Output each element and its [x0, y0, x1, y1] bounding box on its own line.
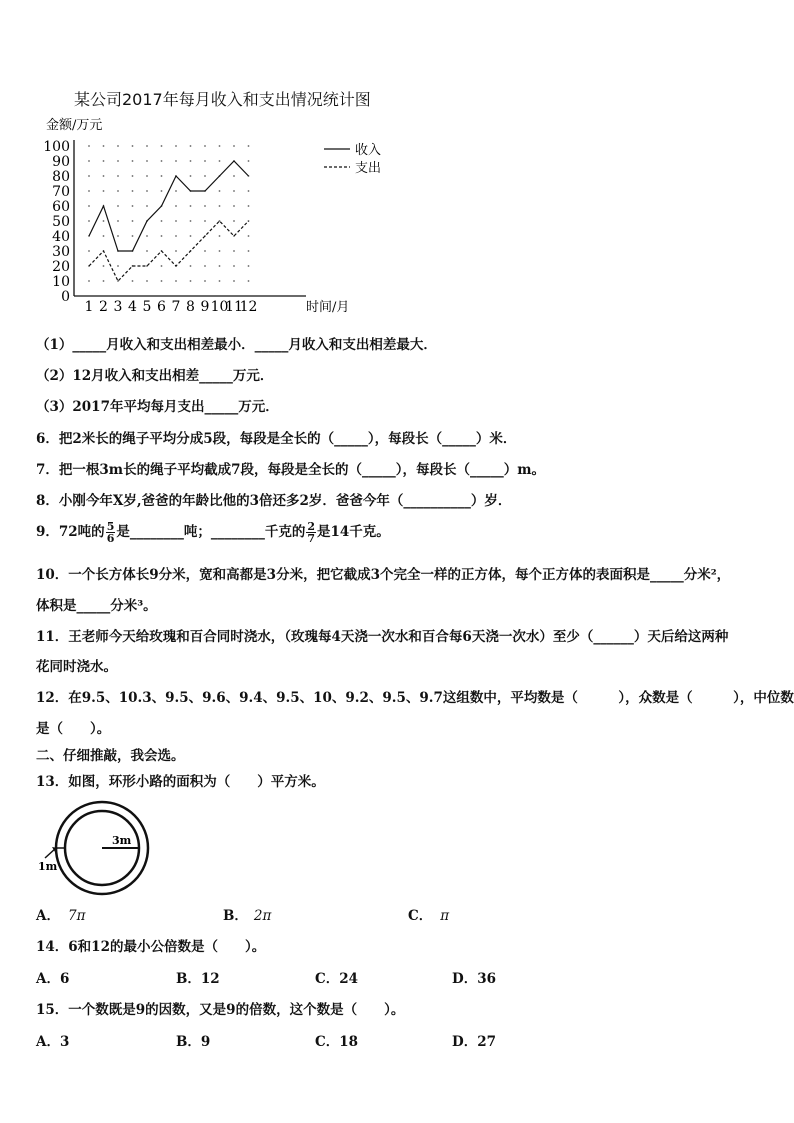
q13-option-c: C． π [408, 908, 450, 924]
grid-dot [117, 145, 119, 147]
q15-option-b: B．9 [176, 1034, 211, 1050]
q13-option-a: A． 7π [36, 908, 86, 924]
grid-dot [88, 145, 90, 147]
grid-dot [233, 205, 235, 207]
grid-dot [146, 175, 148, 177]
grid-dot [219, 160, 221, 162]
grid-dot [88, 175, 90, 177]
grid-dot [117, 235, 119, 237]
x-tick-label: 9 [200, 299, 210, 315]
grid-dot [190, 265, 192, 267]
grid-dot [233, 220, 235, 222]
x-tick-label: 5 [142, 299, 152, 315]
y-tick-label: 30 [52, 244, 70, 260]
x-tick-label: 8 [186, 299, 195, 315]
grid-dot [204, 280, 206, 282]
question-12-line2: 是（ ）。 [36, 721, 111, 737]
grid-dot [219, 265, 221, 267]
q9-frac1-den: 6 [106, 532, 115, 545]
question-10-line2: 体积是_____分米³。 [36, 598, 157, 614]
grid-dot [103, 265, 105, 267]
legend-expense: 支出 [355, 161, 382, 176]
grid-dot [190, 145, 192, 147]
y-tick-label: 70 [52, 184, 70, 200]
y-tick-labels [43, 139, 70, 305]
grid-dot [161, 175, 163, 177]
x-axis-label: 时间/月 [306, 300, 350, 315]
grid-dot [190, 235, 192, 237]
question-9 [36, 520, 390, 544]
section-2-heading: 二、仔细推敲，我会选。 [36, 748, 185, 764]
ring-radius-label: 3m [112, 834, 132, 847]
grid-dot [103, 160, 105, 162]
x-tick-label: 6 [157, 299, 166, 315]
q14-option-d: D．36 [452, 971, 496, 987]
series-expense-line [89, 221, 249, 281]
x-tick-label: 7 [171, 299, 181, 315]
grid-dot [88, 250, 90, 252]
grid-dot [248, 160, 250, 162]
grid-dot [248, 250, 250, 252]
x-tick-label: 10 [210, 299, 229, 315]
grid-dot [233, 250, 235, 252]
grid-dot [219, 145, 221, 147]
grid-dot [88, 280, 90, 282]
chart-grid [88, 145, 249, 282]
question-14: 14．6和12的最小公倍数是（ ）。 [36, 939, 266, 955]
question-11-line2: 花同时浇水。 [36, 659, 117, 675]
grid-dot [132, 235, 134, 237]
grid-dot [146, 145, 148, 147]
grid-dot [248, 235, 250, 237]
grid-dot [161, 235, 163, 237]
q9-text-b: 是________吨；________千克的 [116, 524, 306, 540]
grid-dot [219, 190, 221, 192]
x-tick-label: 4 [128, 299, 137, 315]
chart-series [89, 161, 249, 281]
y-tick-label: 100 [43, 139, 70, 155]
grid-dot [146, 280, 148, 282]
grid-dot [248, 265, 250, 267]
grid-dot [190, 205, 192, 207]
question-1: （1）_____月收入和支出相差最小．_____月收入和支出相差最大． [36, 337, 437, 353]
grid-dot [190, 160, 192, 162]
question-2: （2）12月收入和支出相差_____万元． [36, 368, 274, 384]
grid-dot [175, 145, 177, 147]
grid-dot [88, 220, 90, 222]
ring-figure [34, 798, 160, 902]
grid-dot [233, 280, 235, 282]
grid-dot [132, 190, 134, 192]
legend-income: 收入 [355, 143, 382, 158]
x-tick-label: 11 [225, 299, 243, 315]
q9-frac2-den: 7 [307, 532, 315, 545]
grid-dot [219, 205, 221, 207]
x-tick-label: 12 [239, 299, 258, 315]
q15-option-a: A．3 [36, 1034, 70, 1050]
q14-option-b: B．12 [176, 971, 220, 987]
ring-width-label: 1m [38, 860, 58, 873]
y-tick-label: 40 [52, 229, 70, 245]
grid-dot [233, 175, 235, 177]
chart-legend [324, 142, 381, 176]
question-8: 8．小刚今年X岁,爸爸的年龄比他的3倍还多2岁．爸爸今年（__________）岁． [36, 493, 512, 509]
q9-text-a: 9．72吨的 [36, 524, 105, 540]
y-tick-label: 60 [52, 199, 70, 215]
grid-dot [103, 145, 105, 147]
grid-dot [175, 190, 177, 192]
grid-dot [175, 160, 177, 162]
grid-dot [132, 160, 134, 162]
grid-dot [190, 175, 192, 177]
grid-dot [190, 280, 192, 282]
question-6: 6．把2米长的绳子平均分成5段，每段是全长的（_____），每段长（_____）米． [36, 431, 517, 447]
grid-dot [248, 280, 250, 282]
grid-dot [88, 160, 90, 162]
grid-dot [233, 265, 235, 267]
grid-dot [103, 190, 105, 192]
grid-dot [219, 280, 221, 282]
y-tick-label: 90 [52, 154, 70, 170]
grid-dot [146, 235, 148, 237]
y-axis-label: 金额/万元 [46, 118, 103, 133]
q15-option-c: C．18 [315, 1034, 359, 1050]
grid-dot [190, 220, 192, 222]
grid-dot [204, 250, 206, 252]
grid-dot [132, 175, 134, 177]
grid-dot [175, 280, 177, 282]
grid-dot [204, 205, 206, 207]
question-15: 15．一个数既是9的因数，又是9的倍数，这个数是（ ）。 [36, 1002, 405, 1018]
grid-dot [132, 145, 134, 147]
grid-dot [175, 220, 177, 222]
question-10-line1: 10．一个长方体长9分米，宽和高都是3分米，把它截成3个完全一样的正方体，每个正方体的表面积是_____分米²， [36, 567, 731, 583]
grid-dot [161, 220, 163, 222]
y-tick-label: 80 [52, 169, 70, 185]
grid-dot [117, 265, 119, 267]
grid-dot [88, 190, 90, 192]
grid-dot [248, 205, 250, 207]
grid-dot [132, 220, 134, 222]
x-tick-label: 1 [84, 299, 94, 315]
grid-dot [233, 145, 235, 147]
grid-dot [132, 205, 134, 207]
grid-dot [117, 190, 119, 192]
grid-dot [175, 250, 177, 252]
grid-dot [117, 160, 119, 162]
grid-dot [103, 280, 105, 282]
question-7: 7．把一根3m长的绳子平均截成7段，每段是全长的（_____），每段长（_____）m。 [36, 462, 545, 478]
q14-option-c: C．24 [315, 971, 359, 987]
question-3: （3）2017年平均每月支出_____万元． [36, 399, 279, 415]
q14-option-a: A．6 [36, 971, 70, 987]
grid-dot [248, 145, 250, 147]
grid-dot [146, 250, 148, 252]
q9-fraction-2 [306, 521, 316, 544]
x-tick-label: 2 [99, 299, 108, 315]
grid-dot [103, 235, 105, 237]
grid-dot [204, 265, 206, 267]
question-12-line1: 12．在9.5、10.3、9.5、9.6、9.4、9.5、10、9.2、9.5、9.7这组数中，平均数是（ ），众数是（ ），中位数 [36, 690, 794, 706]
grid-dot [146, 160, 148, 162]
grid-dot [103, 220, 105, 222]
q13-option-b: B． 2π [223, 908, 272, 924]
q15-option-d: D．27 [452, 1034, 496, 1050]
grid-dot [175, 235, 177, 237]
grid-dot [219, 235, 221, 237]
grid-dot [204, 145, 206, 147]
q9-frac1-num: 5 [106, 520, 115, 533]
grid-dot [233, 190, 235, 192]
series-income-line [89, 161, 249, 251]
grid-dot [204, 160, 206, 162]
grid-dot [117, 205, 119, 207]
x-tick-label: 3 [113, 299, 123, 315]
q9-fraction-1 [106, 521, 116, 544]
grid-dot [132, 280, 134, 282]
y-tick-label: 10 [52, 274, 70, 290]
grid-dot [161, 280, 163, 282]
grid-dot [146, 190, 148, 192]
y-tick-label: 20 [52, 259, 70, 275]
grid-dot [117, 175, 119, 177]
question-11-line1: 11．王老师今天给玫瑰和百合同时浇水，（玫瑰每4天浇一次水和百合每6天浇一次水）至少（______）天后给这两种 [36, 629, 729, 645]
grid-dot [175, 205, 177, 207]
grid-dot [146, 205, 148, 207]
chart-title: 某公司2017年每月收入和支出情况统计图 [74, 90, 371, 109]
grid-dot [248, 190, 250, 192]
y-tick-label: 0 [61, 289, 70, 305]
grid-dot [219, 250, 221, 252]
grid-dot [161, 160, 163, 162]
grid-dot [161, 145, 163, 147]
q9-text-c: 是14千克。 [317, 524, 390, 540]
y-tick-label: 50 [52, 214, 70, 230]
grid-dot [204, 175, 206, 177]
grid-dot [161, 265, 163, 267]
grid-dot [204, 220, 206, 222]
chart-axes [74, 140, 306, 296]
grid-dot [103, 175, 105, 177]
line-chart [30, 112, 410, 322]
q9-frac2-num: 2 [307, 520, 315, 533]
question-13: 13．如图，环形小路的面积为（ ）平方米。 [36, 774, 325, 790]
x-tick-labels [85, 299, 258, 315]
grid-dot [88, 205, 90, 207]
grid-dot [161, 190, 163, 192]
grid-dot [117, 220, 119, 222]
